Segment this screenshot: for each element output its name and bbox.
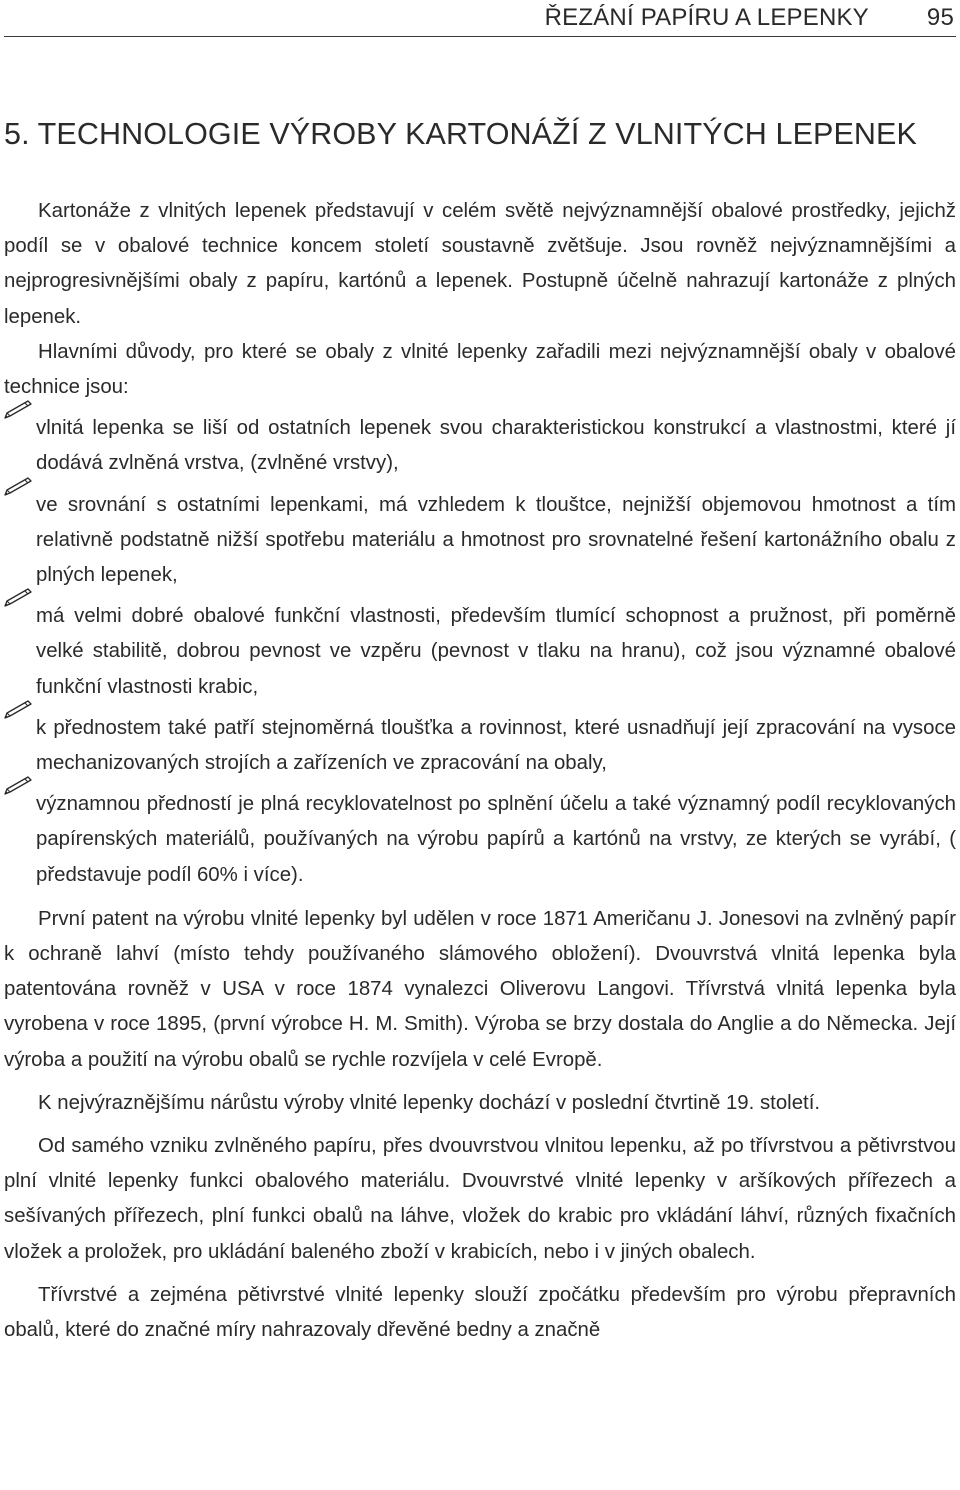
list-item-text: k přednostem také patří stejnoměrná tloušťka a rovinnost, které usnadňují její zpracování na vysoce mechanizovaných strojích a zařízeních ve zpracování na obaly, [36, 716, 956, 775]
list-item [36, 411, 956, 481]
list-item [36, 787, 956, 893]
paragraph-growth: K nejvýraznějšímu nárůstu výroby vlnité lepenky dochází v poslední čtvrtině 19. století. [38, 1091, 821, 1114]
reasons-list [4, 411, 956, 893]
list-item-text: vlnitá lepenka se liší od ostatních lepenek svou charakteristickou konstrukcí a vlastnostmi, které jí dodává zvlněná vrstva, (zvlněné vrstvy), [36, 417, 956, 475]
running-header [4, 0, 956, 37]
paragraph-history: První patent na výrobu vlnité lepenky byl udělen v roce 1871 Američanu J. Jonesovi na zvlněný papír k ochraně lahví (místo tehdy používaného slámového obložení). Dvouvrstvá vlnitá lepenka byla patentována rovněž v USA v roce 1874 vynalezci Oliverovu Langovi. Třívrstvá vlnitá lepenka byla vyrobena v roce 1895, (první výrobce H. M. Smith). Výroba se brzy dostala do Anglie a do Německa. Její výroba a použití na výrobu obalů se rychle rozvíjela v celé Evropě. [4, 907, 956, 1071]
paragraph-usage: Třívrstvé a zejména pětivrstvé vlnité lepenky slouží zpočátku především pro výrobu přepravních obalů, které do značné míry nahrazovaly dřevěné bedny a značně [4, 1283, 956, 1342]
list-item [36, 599, 956, 705]
pencil-icon [2, 476, 34, 498]
chapter-title: 5. TECHNOLOGIE VÝROBY KARTONÁŽÍ Z VLNITÝCH LEPENEK [4, 117, 917, 151]
pencil-icon [2, 587, 34, 609]
page-number: 95 [926, 4, 954, 31]
paragraph-evolution: Od samého vzniku zvlněného papíru, přes dvouvrstvou vlnitou lepenku, až po třívrstvou a pětivrstvou plní vlnité lepenky funkci obalového materiálu. Dvouvrstvé vlnité lepenky v aršíkových přířezech a sešívaných přířezech, plní funkci obalů na láhve, vložek do krabic pro vkládání láhví, různých fixačních vložek a proložek, pro ukládání baleného zboží v krabicích, nebo i v jiných obalech. [4, 1135, 956, 1263]
body-text [4, 194, 956, 1348]
pencil-icon [2, 775, 34, 797]
pencil-icon [2, 699, 34, 721]
list-item [36, 711, 956, 781]
running-header-title: ŘEZÁNÍ PAPÍRU A LEPENKY [544, 4, 869, 31]
paragraph-reasons: Hlavními důvody, pro které se obaly z vlnité lepenky zařadili mezi nejvýznamnější obaly v obalové technice jsou: [4, 340, 956, 399]
list-item-text: významnou předností je plná recyklovatelnost po splnění účelu a také významný podíl recyklovaných papírenských materiálů, používaných na výrobu papírů a kartónů na vrstvy, ze kterých se vyrábí, ( představuje podíl 60% i více). [36, 793, 956, 886]
list-item-text: má velmi dobré obalové funkční vlastnosti, především tlumící schopnost a pružnost, při poměrně velké stabilitě, dobrou pevnost ve vzpěru (pevnost v tlaku na hranu), což jsou významné obalové funkční vlastnosti krabic, [36, 605, 956, 698]
list-item-text: ve srovnání s ostatními lepenkami, má vzhledem k tlouštce, nejnižší objemovou hmotnost a tím relativně podstatně nižší spotřebu materiálu a hmotnost pro srovnatelné řešení kartonážního obalu z plných lepenek, [36, 493, 956, 587]
paragraph-intro: Kartonáže z vlnitých lepenek představují v celém světě nejvýznamnější obalové prostředky, jejichž podíl se v obalové technice koncem století soustavně zvětšuje. Jsou rovněž nejvýznamnějšími a nejprogresivnějšími obaly z papíru, kartónů a lepenek. Postupně účelně nahrazují kartonáže z plných lepenek. [4, 200, 956, 328]
list-item [36, 488, 956, 594]
pencil-icon [2, 399, 34, 421]
